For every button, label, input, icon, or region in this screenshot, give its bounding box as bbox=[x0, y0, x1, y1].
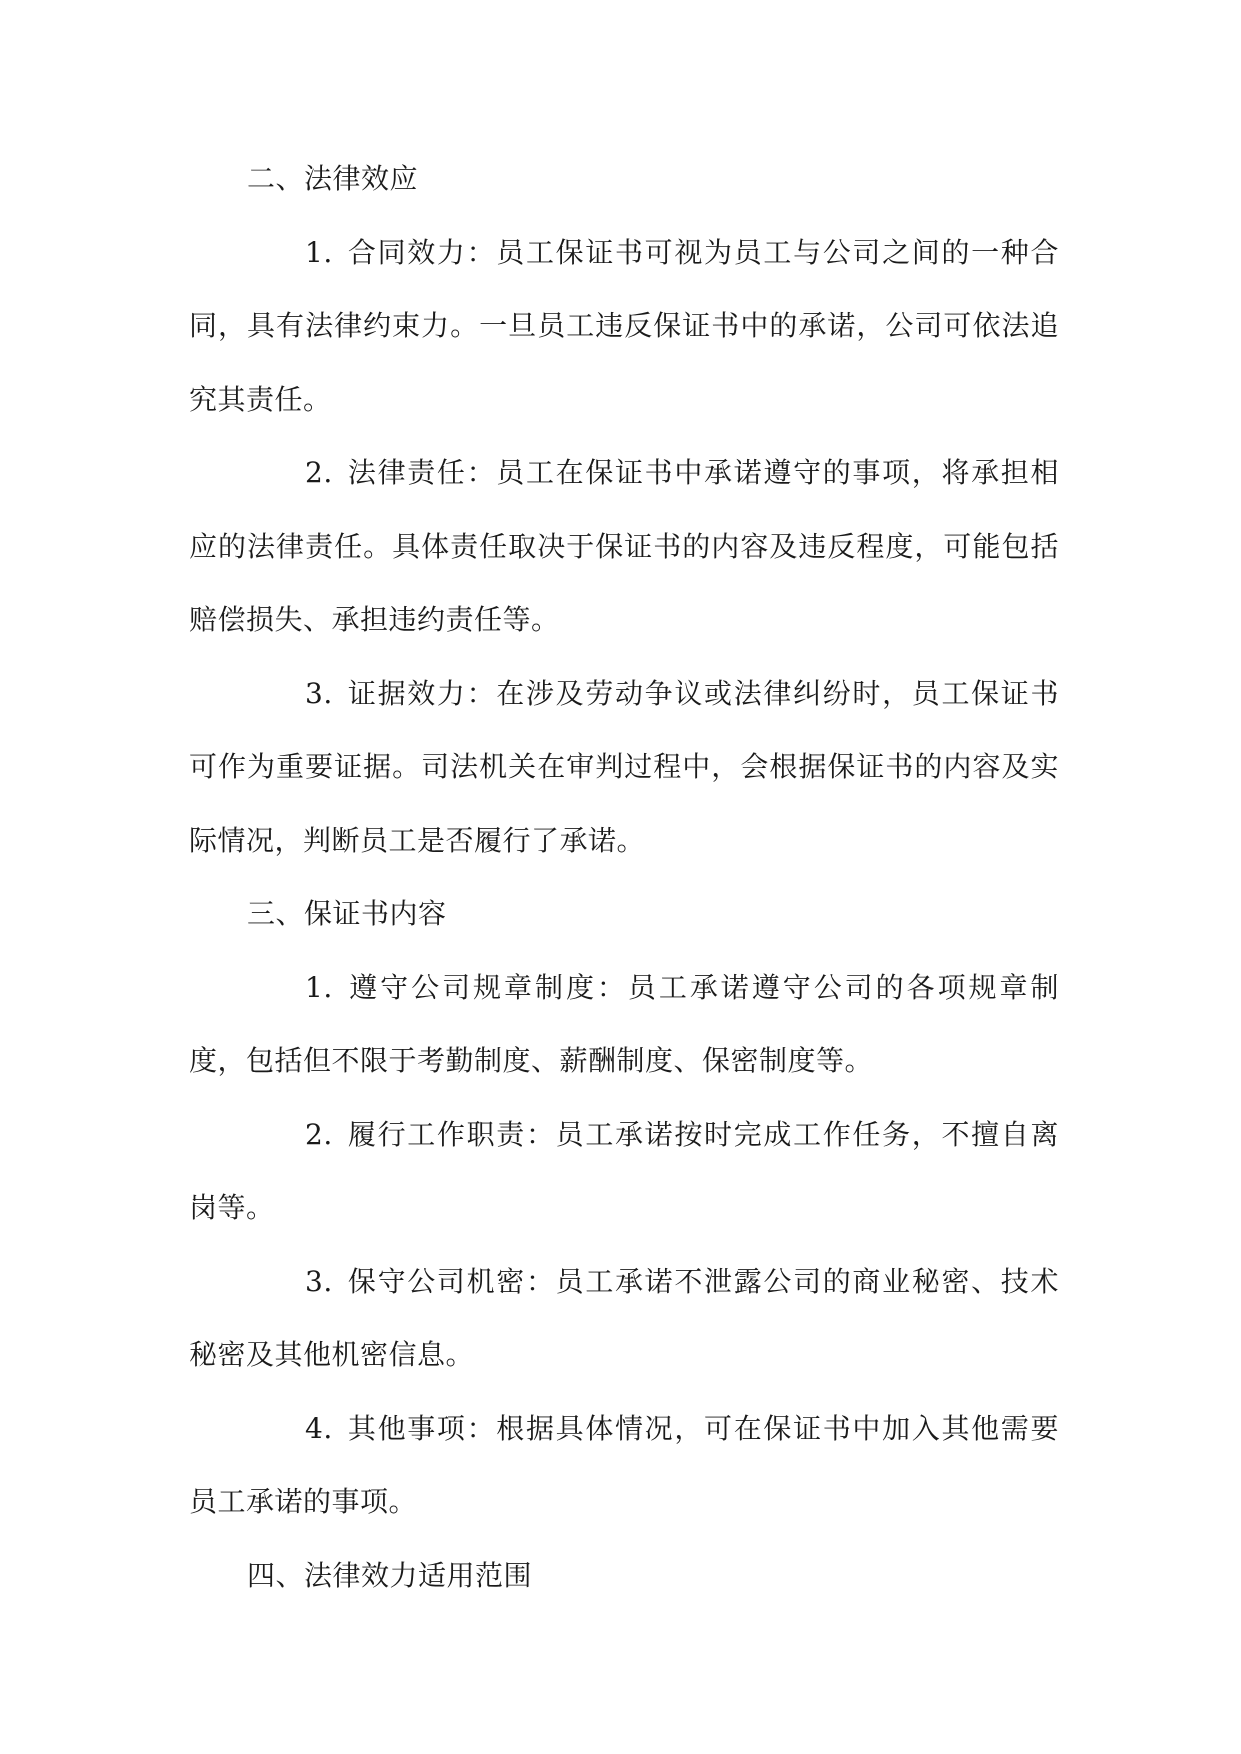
list-item bbox=[189, 216, 1059, 437]
item-number: 1. bbox=[305, 235, 333, 269]
item-text: 保守公司机密：员工承诺不泄露公司的商业秘密、技术秘密及其他机密信息。 bbox=[189, 1264, 1059, 1371]
item-text: 合同效力：员工保证书可视为员工与公司之间的一种合同，具有法律约束力。一旦员工违反保证书中的承诺，公司可依法追究其责任。 bbox=[189, 235, 1059, 416]
document-body bbox=[189, 142, 1059, 1612]
list-item bbox=[189, 1245, 1059, 1392]
item-number: 2. bbox=[305, 1117, 333, 1151]
item-text: 遵守公司规章制度：员工承诺遵守公司的各项规章制度，包括但不限于考勤制度、薪酬制度、保密制度等。 bbox=[189, 970, 1059, 1077]
item-number: 4. bbox=[305, 1411, 333, 1445]
list-item bbox=[189, 1098, 1059, 1245]
list-item bbox=[189, 657, 1059, 878]
item-text: 履行工作职责：员工承诺按时完成工作任务，不擅自离岗等。 bbox=[189, 1117, 1059, 1224]
section-heading-scope: 四、法律效力适用范围 bbox=[247, 1558, 533, 1592]
section-heading-legal-effect: 二、法律效应 bbox=[247, 162, 419, 195]
item-number: 1. bbox=[305, 970, 333, 1004]
item-number: 3. bbox=[305, 1264, 333, 1298]
list-item bbox=[189, 1392, 1059, 1539]
item-number: 2. bbox=[305, 456, 333, 489]
item-text: 证据效力：在涉及劳动争议或法律纠纷时，员工保证书可作为重要证据。司法机关在审判过程中，会根据保证书的内容及实际情况，判断员工是否履行了承诺。 bbox=[189, 676, 1059, 857]
section-heading-content: 三、保证书内容 bbox=[247, 897, 447, 930]
item-text: 其他事项：根据具体情况，可在保证书中加入其他需要员工承诺的事项。 bbox=[189, 1411, 1059, 1518]
list-item bbox=[189, 436, 1059, 657]
item-number: 3. bbox=[305, 676, 333, 710]
item-text: 法律责任：员工在保证书中承诺遵守的事项，将承担相应的法律责任。具体责任取决于保证书的内容及违反程度，可能包括赔偿损失、承担违约责任等。 bbox=[189, 456, 1059, 636]
list-item bbox=[189, 951, 1059, 1098]
